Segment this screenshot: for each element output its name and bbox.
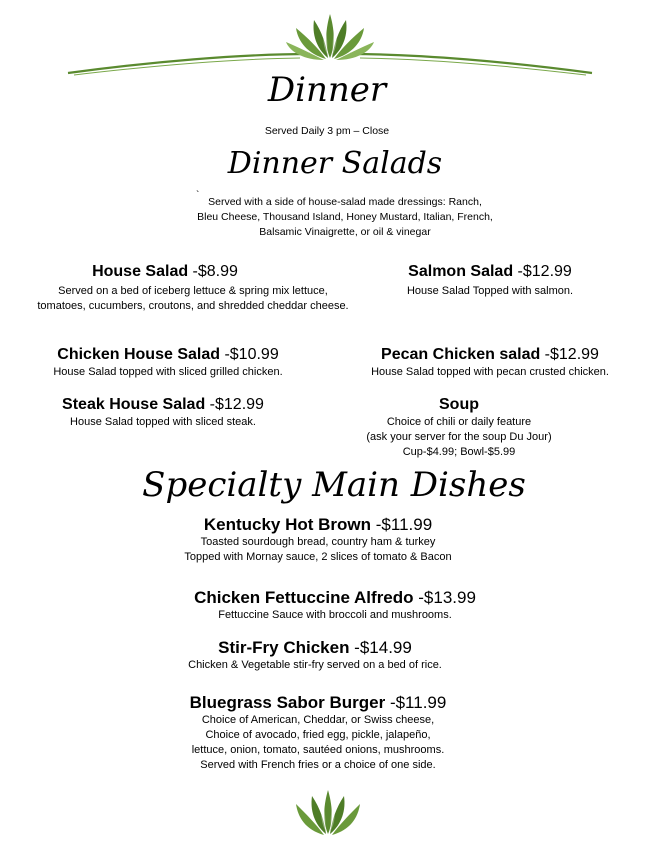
item-price: -$10.99 (220, 346, 279, 363)
item-description: (ask your server for the soup Du Jour) (366, 431, 552, 443)
menu-item-stir-fry-chicken (0, 637, 630, 673)
menu-item-soup (330, 395, 588, 460)
item-name: Steak House Salad (62, 396, 206, 413)
item-price: -$12.99 (540, 346, 599, 363)
dressing-line: Balsamic Vinaigrette, or oil & vinegar (259, 226, 431, 238)
item-price: -$11.99 (371, 515, 433, 534)
item-description: Chicken & Vegetable stir-fry served on a bed of rice. (188, 659, 442, 671)
item-description: House Salad topped with pecan crusted chicken. (371, 366, 609, 378)
salad-dressings-note (150, 195, 540, 240)
lotus-icon (290, 788, 366, 838)
menu-item-house-salad (0, 262, 330, 282)
bottom-ornament (290, 788, 366, 838)
item-price: -$12.99 (205, 396, 264, 413)
item-description: Topped with Mornay sauce, 2 slices of tomato & Bacon (184, 551, 452, 563)
item-description: Cup-$4.99; Bowl-$5.99 (402, 446, 516, 458)
menu-item-salmon-salad (340, 262, 640, 299)
item-name: Soup (439, 396, 479, 413)
salads-heading: Dinner Salads (227, 146, 443, 181)
serving-hours: Served Daily 3 pm – Close (264, 125, 390, 137)
lotus-icon (286, 14, 374, 60)
item-description: Served on a bed of iceberg lettuce & spring mix lettuce, (58, 285, 328, 297)
item-description: Choice of chili or daily feature (386, 416, 532, 428)
dressing-line: Bleu Cheese, Thousand Island, Honey Mustard, Italian, French, (197, 211, 493, 223)
item-price: -$8.99 (188, 263, 238, 280)
item-name: Chicken House Salad (57, 346, 220, 363)
item-description: Fettuccine Sauce with broccoli and mushrooms. (218, 609, 452, 621)
page-title: Dinner (267, 70, 387, 110)
item-description: Choice of American, Cheddar, or Swiss cheese, (201, 714, 435, 726)
mains-heading: Specialty Main Dishes (142, 465, 526, 505)
item-description: Served with French fries or a choice of one side. (200, 759, 436, 771)
item-description: lettuce, onion, tomato, sautéed onions, mushrooms. (191, 744, 445, 756)
menu-item-bluegrass-sabor-burger (0, 692, 636, 773)
item-name: Kentucky Hot Brown (203, 515, 372, 534)
item-description: House Salad topped with sliced grilled chicken. (53, 366, 283, 378)
menu-item-steak-house-salad (0, 395, 326, 430)
intro-mark: ` (196, 190, 200, 201)
menu-item-pecan-chicken-salad (330, 345, 650, 380)
item-description: Choice of avocado, fried egg, pickle, jalapeño, (205, 729, 431, 741)
item-description: House Salad topped with sliced steak. (70, 416, 256, 428)
item-name: Salmon Salad (408, 263, 514, 280)
item-price: -$11.99 (385, 693, 447, 712)
house-salad-description (0, 284, 386, 314)
item-description: House Salad Topped with salmon. (406, 285, 574, 297)
item-description: tomatoes, cucumbers, croutons, and shredded cheddar cheese. (37, 300, 349, 312)
dressing-line: Served with a side of house-salad made dressings: Ranch, (208, 196, 482, 208)
item-name: Stir-Fry Chicken (218, 638, 350, 657)
item-description: Toasted sourdough bread, country ham & turkey (200, 536, 436, 548)
item-price: -$12.99 (513, 263, 572, 280)
menu-item-kentucky-hot-brown (0, 514, 636, 565)
item-name: Pecan Chicken salad (381, 346, 541, 363)
item-name: Bluegrass Sabor Burger (189, 693, 386, 712)
top-ornament (60, 10, 600, 78)
item-price: -$13.99 (413, 588, 476, 607)
menu-item-chicken-fettuccine-alfredo (0, 587, 654, 623)
item-name: Chicken Fettuccine Alfredo (194, 588, 414, 607)
item-name: House Salad (92, 263, 189, 280)
menu-item-chicken-house-salad (0, 345, 336, 380)
item-price: -$14.99 (349, 638, 412, 657)
